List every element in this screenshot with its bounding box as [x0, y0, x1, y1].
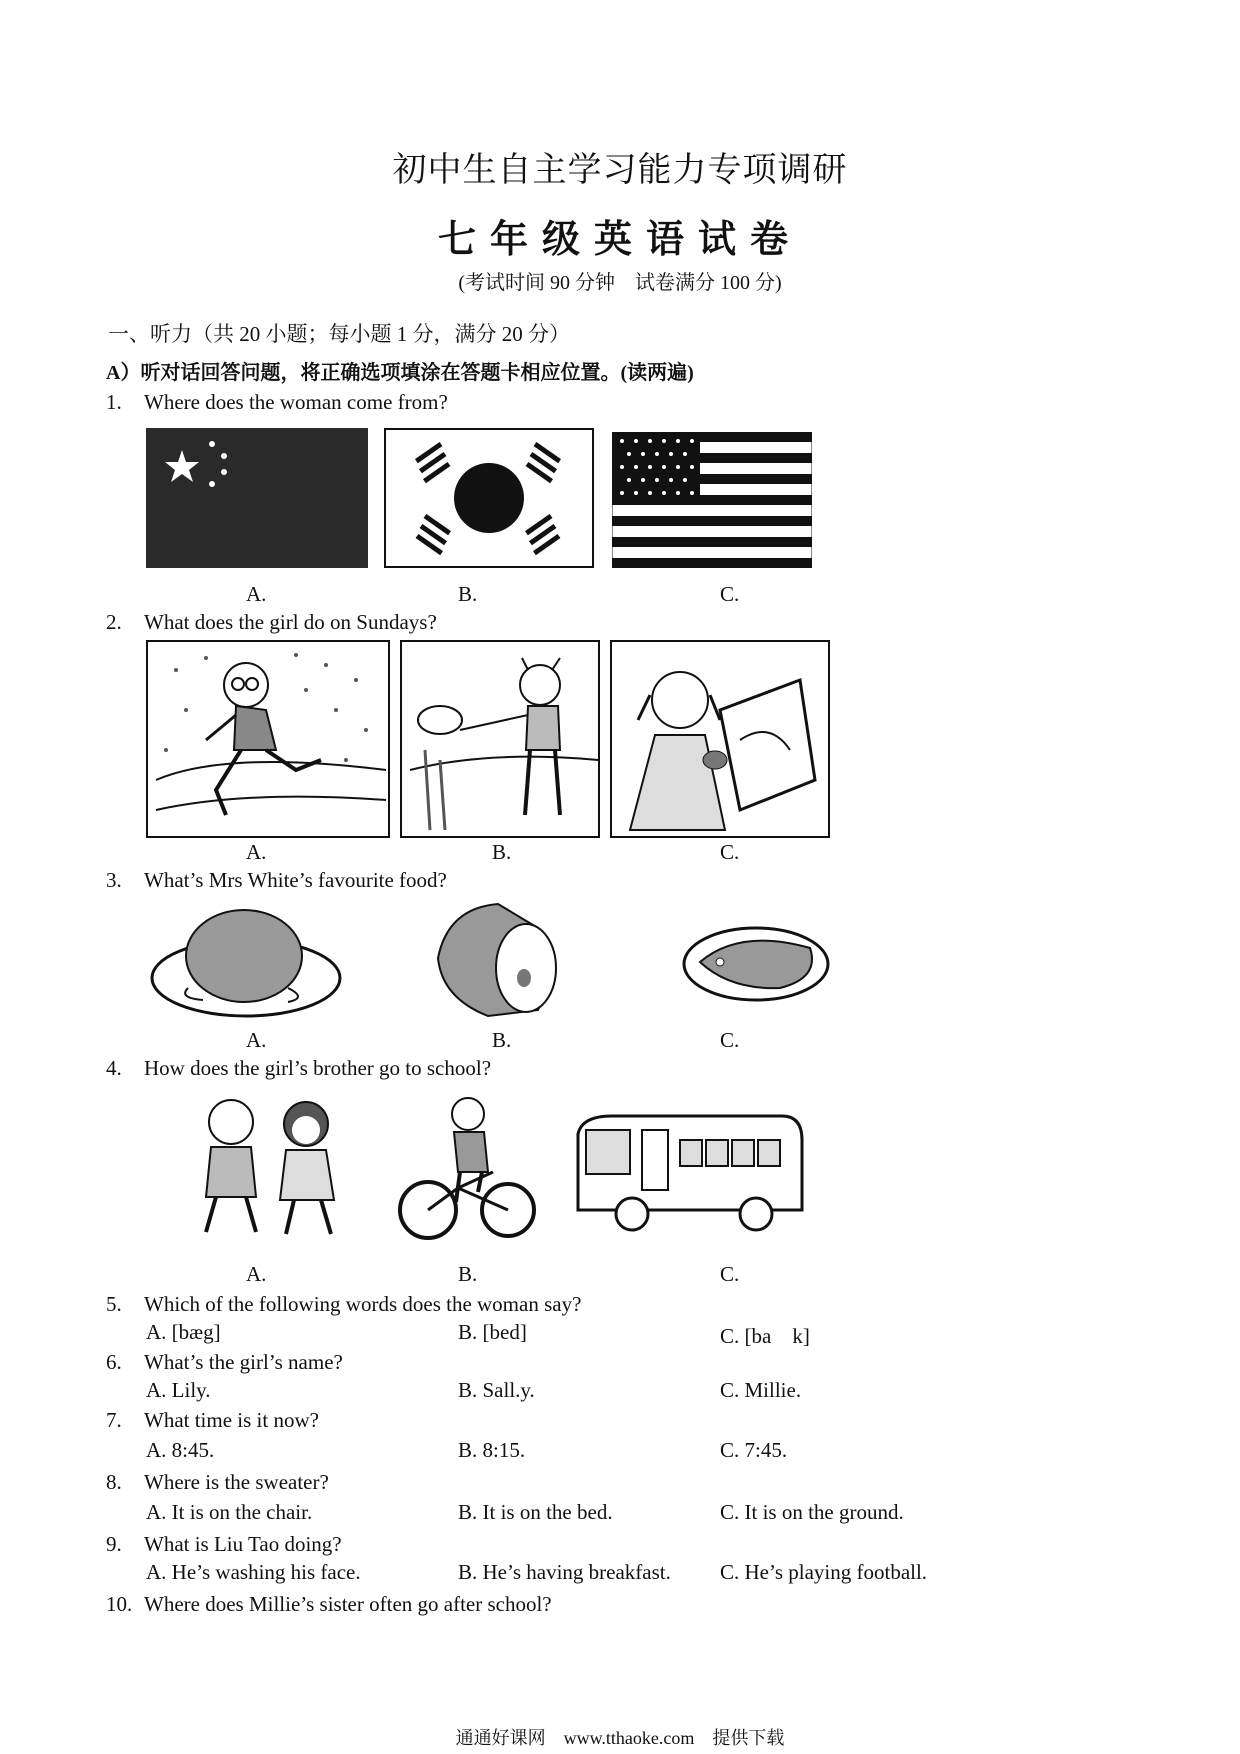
option-b: B. He’s having breakfast.	[458, 1560, 671, 1584]
option-c: C. He’s playing football.	[720, 1560, 928, 1584]
paper-title: 初中生自主学习能力专项调研	[392, 152, 848, 189]
exam-note: (考试时间 90 分钟 试卷满分 100 分)	[458, 272, 782, 294]
option-label-a: A.	[246, 1262, 267, 1286]
question-number: 6.	[106, 1350, 122, 1374]
question-number: 9.	[106, 1532, 122, 1556]
section-heading: 一、听力（共 20 小题；每小题 1 分，满分 20 分）	[108, 322, 570, 346]
question-number: 3.	[106, 868, 122, 892]
girl-catching-butterflies-image	[400, 640, 600, 838]
option-a: A. Lily.	[146, 1378, 211, 1402]
question-9	[106, 1532, 342, 1557]
option-c: C. Millie.	[720, 1378, 802, 1402]
question-5	[106, 1292, 581, 1317]
fish-dish-image	[680, 918, 832, 1004]
option-b: B. [bed]	[458, 1320, 527, 1344]
children-walking-image	[186, 1092, 356, 1242]
option-label-a: A.	[246, 582, 267, 606]
question-1	[106, 390, 448, 415]
footer-source: 通通好课网 www.tthaoke.com 提供下载	[455, 1728, 785, 1748]
option-b: B. 8:15.	[458, 1438, 526, 1462]
question-8	[106, 1470, 329, 1495]
question-text: Where does Millie’s sister often go after school?	[144, 1592, 552, 1616]
option-label-b: B.	[492, 1028, 512, 1052]
running-boy-image	[146, 640, 390, 838]
question-text: What’s the girl’s name?	[144, 1350, 343, 1374]
option-label-c: C.	[720, 1028, 740, 1052]
question-text: What is Liu Tao doing?	[144, 1532, 342, 1556]
option-label-b: B.	[458, 582, 478, 606]
question-4	[106, 1056, 491, 1081]
part-a-instruction: A）听对话回答问题，将正确选项填涂在答题卡相应位置。(读两遍)	[106, 362, 694, 384]
option-c: C. 7:45.	[720, 1438, 788, 1462]
usa-flag-image	[612, 432, 812, 568]
ham-image	[428, 898, 570, 1022]
bus-image	[572, 1110, 808, 1234]
question-text: How does the girl’s brother go to school?	[144, 1056, 492, 1080]
option-a: A. It is on the chair.	[146, 1500, 313, 1524]
roast-chicken-image	[148, 898, 344, 1022]
option-label-a: A.	[246, 1028, 267, 1052]
girl-painting-image	[610, 640, 830, 838]
option-b: B. Sall.y.	[458, 1378, 535, 1402]
question-7	[106, 1408, 319, 1433]
paper-subtitle: 七年级英语试卷	[437, 219, 802, 261]
question-text: What does the girl do on Sundays?	[144, 610, 437, 634]
question-text: Where is the sweater?	[144, 1470, 329, 1494]
question-text: What time is it now?	[144, 1408, 319, 1432]
question-number: 7.	[106, 1408, 122, 1432]
question-number: 2.	[106, 610, 122, 634]
question-number: 10.	[106, 1592, 133, 1616]
question-text: Where does the woman come from?	[144, 390, 448, 414]
question-6	[106, 1350, 343, 1375]
option-c: C. It is on the ground.	[720, 1500, 904, 1524]
question-number: 1.	[106, 390, 122, 414]
option-label-a: A.	[246, 840, 267, 864]
boy-cycling-image	[398, 1092, 538, 1244]
option-b: B. It is on the bed.	[458, 1500, 613, 1524]
option-label-b: B.	[458, 1262, 478, 1286]
option-a: A. 8:45.	[146, 1438, 215, 1462]
question-number: 8.	[106, 1470, 122, 1494]
question-text: Which of the following words does the woman say?	[144, 1292, 582, 1316]
option-label-c: C.	[720, 582, 740, 606]
option-label-c: C.	[720, 1262, 740, 1286]
question-text: What’s Mrs White’s favourite food?	[144, 868, 447, 892]
china-flag-image	[146, 428, 368, 568]
option-c: C. [ba k]	[720, 1324, 810, 1348]
korea-flag-image	[384, 428, 594, 568]
option-a: A. He’s washing his face.	[146, 1560, 361, 1584]
question-10	[106, 1592, 552, 1617]
option-a: A. [bæg]	[146, 1320, 221, 1344]
question-3	[106, 868, 447, 893]
question-number: 4.	[106, 1056, 122, 1080]
option-label-c: C.	[720, 840, 740, 864]
question-2	[106, 610, 437, 635]
question-number: 5.	[106, 1292, 122, 1316]
option-label-b: B.	[492, 840, 512, 864]
